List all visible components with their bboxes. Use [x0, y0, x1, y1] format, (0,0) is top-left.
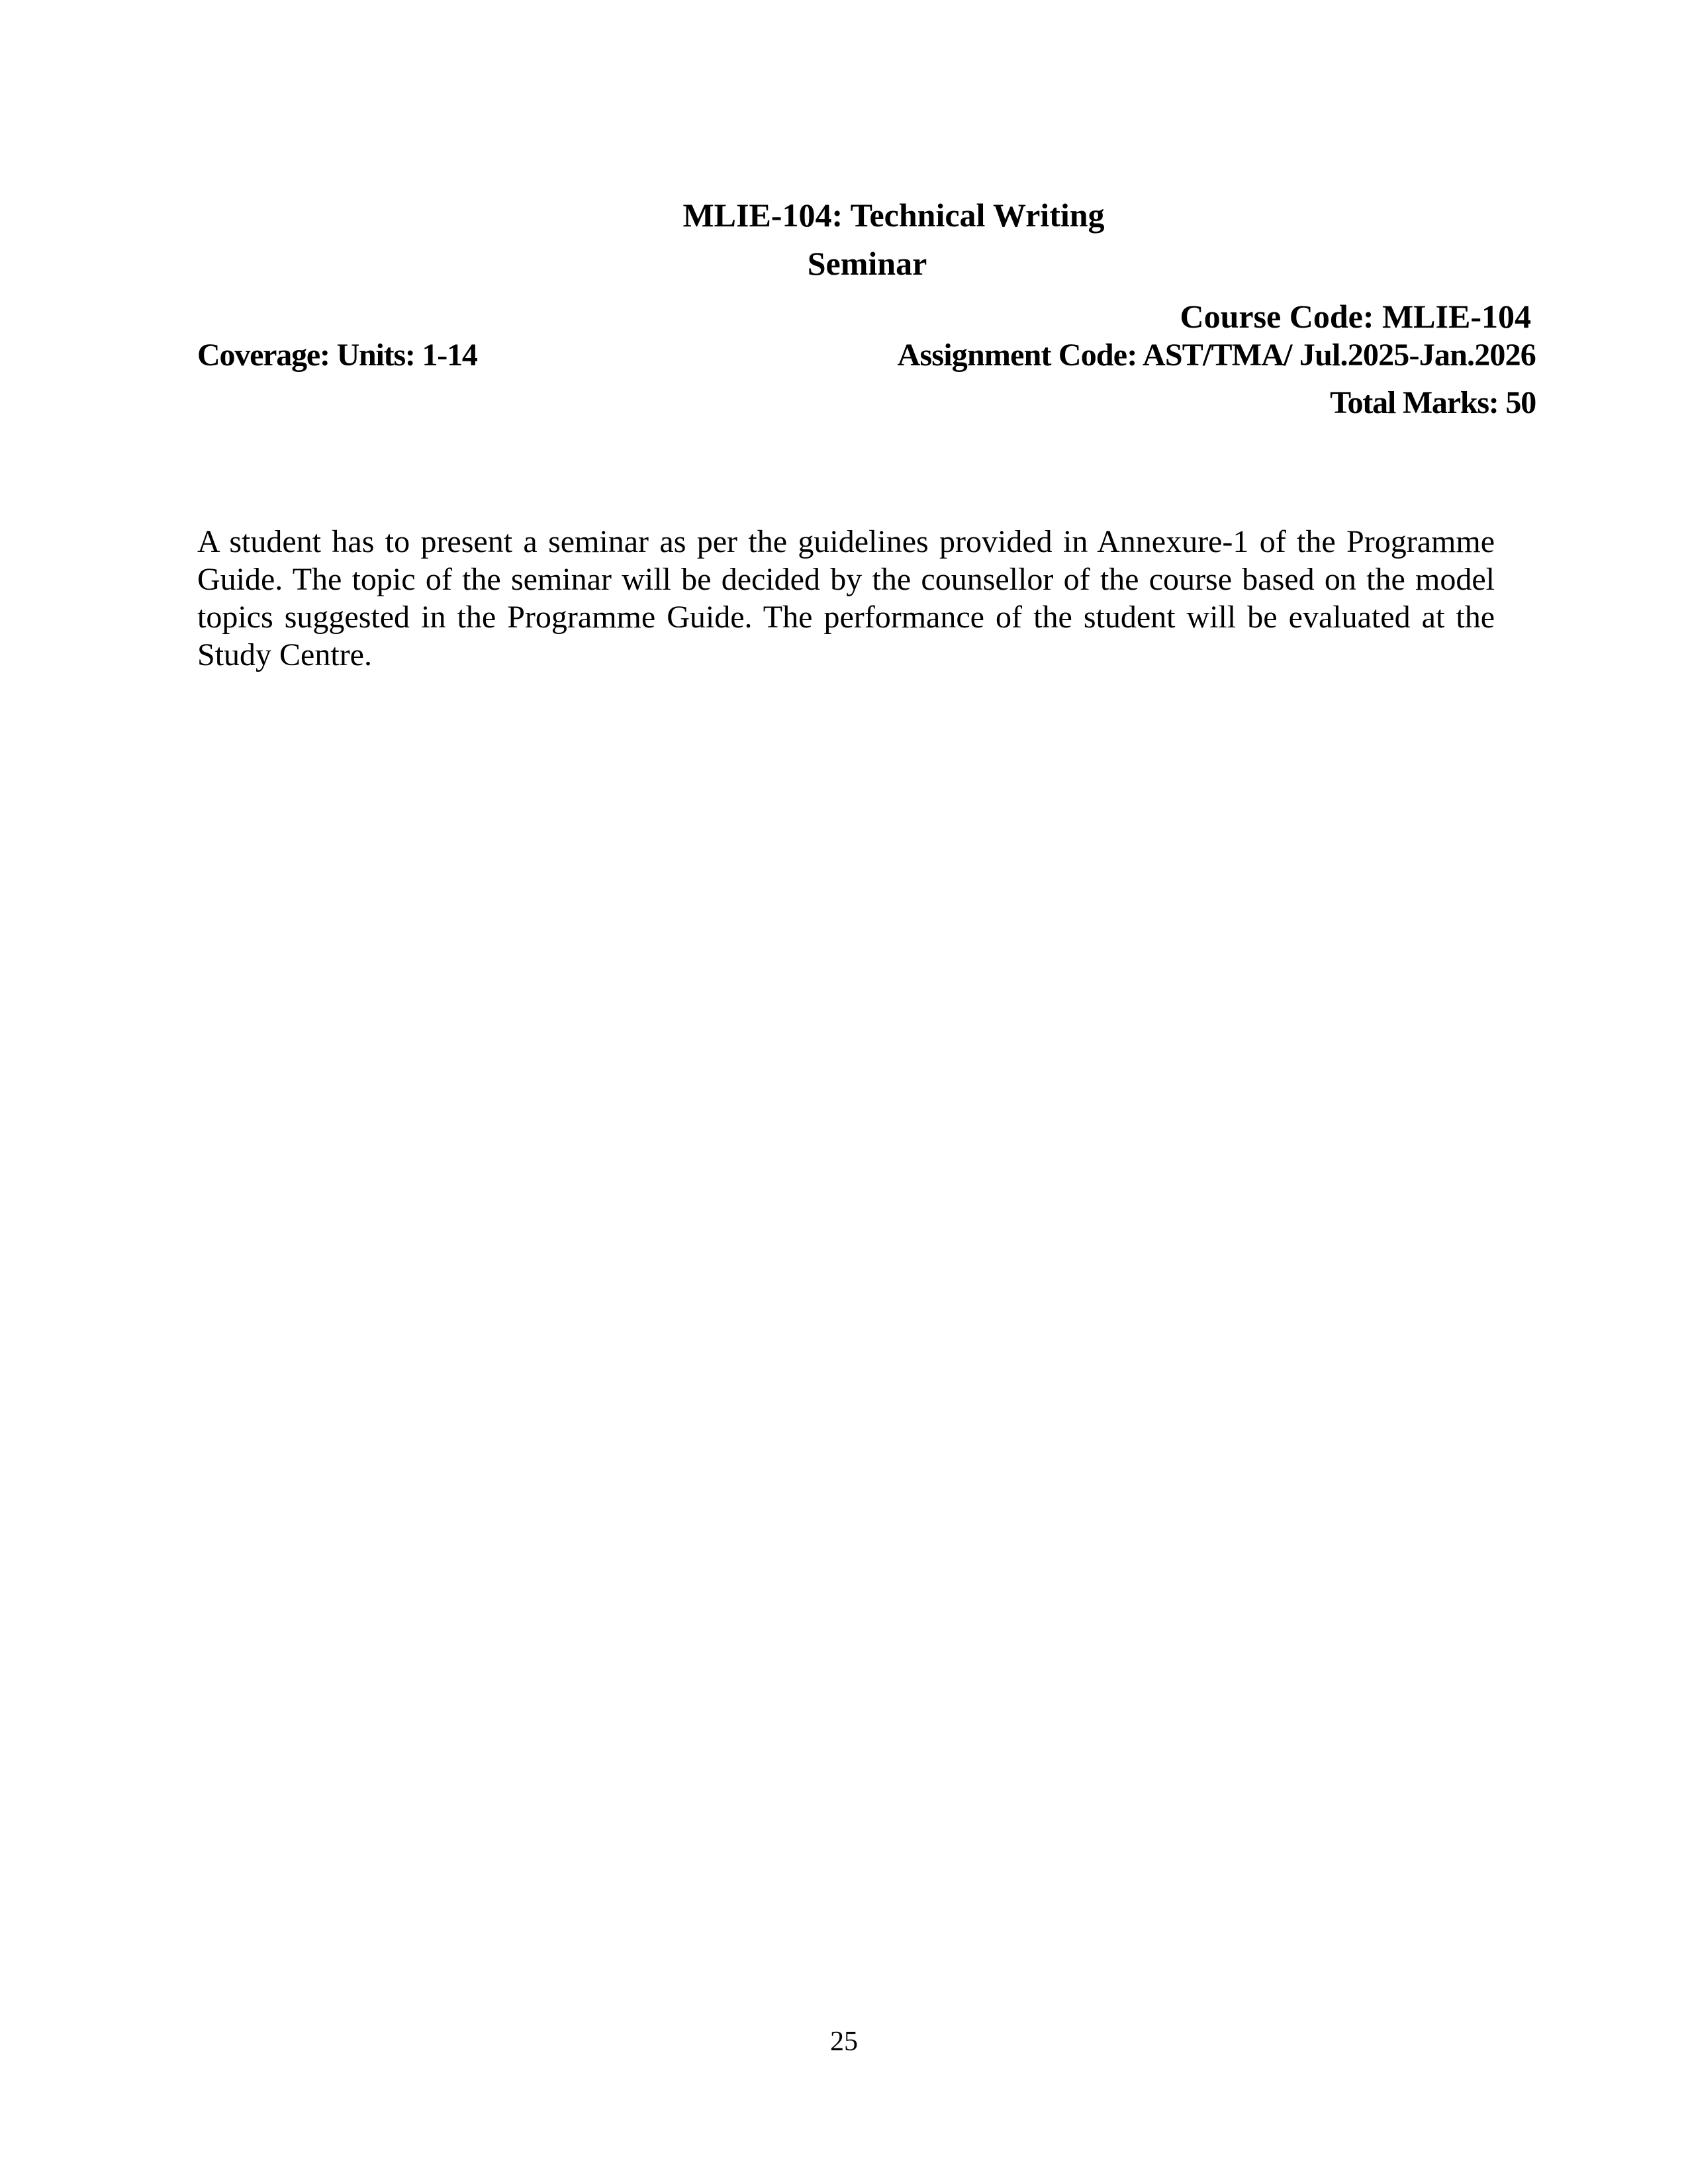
instructions-paragraph: A student has to present a seminar as per the guidelines provided in Annexure-1 of the Programme Guide. The topic of the seminar will be decided by the counsellor of the course based on the model topics suggested in the Programme Guide. The performance of the student will be evaluated at the Study Centre. — [197, 524, 1495, 672]
page-subtitle: Seminar — [807, 245, 927, 282]
page-number: 25 — [830, 2026, 858, 2057]
coverage-units: Coverage: Units: 1-14 — [197, 338, 477, 373]
assignment-code: Assignment Code: AST/TMA/ Jul.2025-Jan.2026 — [897, 338, 1536, 373]
page-title: MLIE-104: Technical Writing — [682, 197, 1105, 234]
course-code: Course Code: MLIE-104 — [1180, 298, 1531, 335]
total-marks: Total Marks: 50 — [1330, 385, 1536, 420]
